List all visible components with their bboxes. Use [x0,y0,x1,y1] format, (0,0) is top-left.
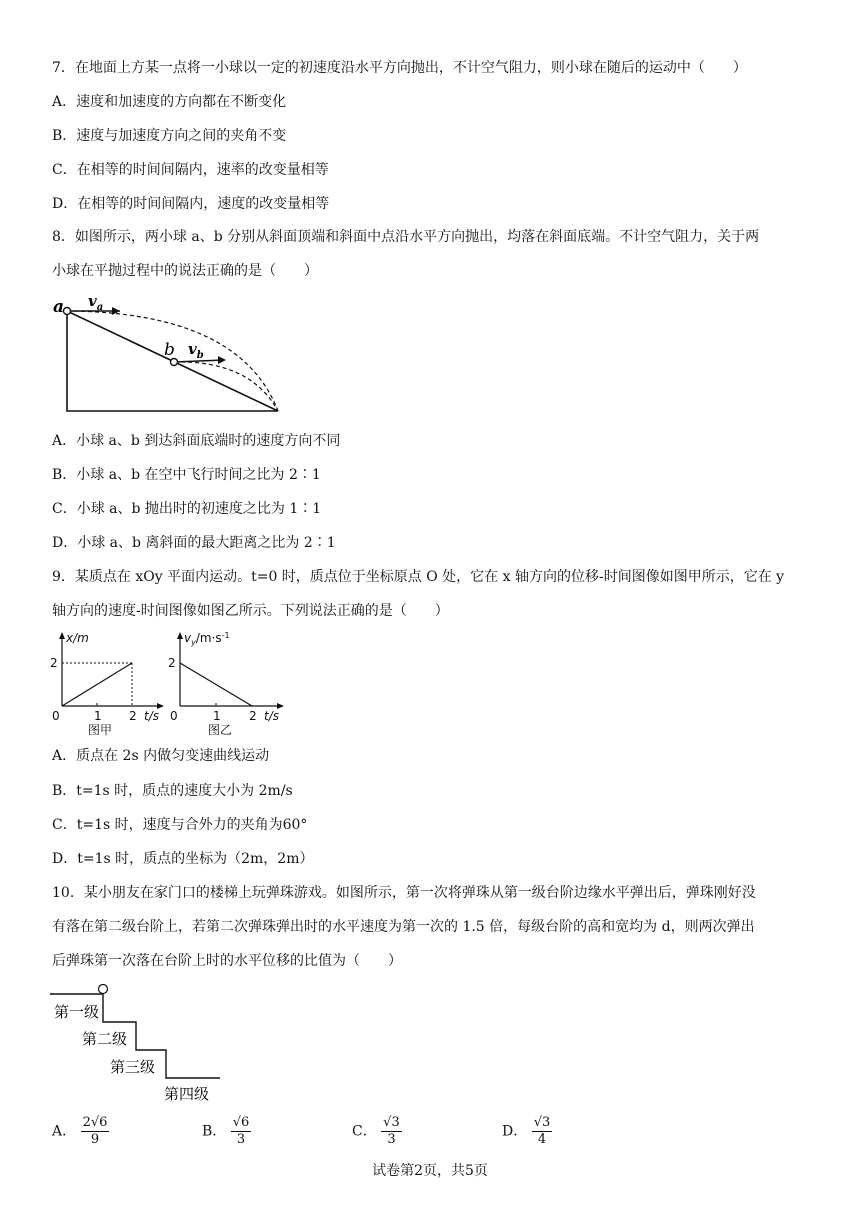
q7-option-d: D．在相等的时间间隔内，速度的改变量相等 [52,196,330,212]
fig-jia-ylabel: x/m [66,631,89,645]
q10-option-c: C． $\frac{√3}{3}$ [352,1115,400,1147]
ball-a-label: a [53,297,65,317]
fig-jia-xlabel: t/s [144,709,159,723]
step-label-2: 第二级 [82,1030,128,1048]
q9-fig-yi [164,628,294,736]
vb-label: $v_b$ [188,340,204,361]
q8-option-d: D．小球 a、b 离斜面的最大距离之比为 2∶1 [52,535,336,551]
q10-stem-line1: 10．某小朋友在家门口的楼梯上玩弹珠游戏。如图所示，第一次将弹珠从第一级台阶边缘水平弹出后，弹珠刚好没 [52,885,756,901]
page-footer: 试卷第2页，共5页 [372,1163,488,1179]
q8-option-a: A．小球 a、b 到达斜面底端时的速度方向不同 [52,433,341,449]
q8-option-c: C．小球 a、b 抛出时的初速度之比为 1∶1 [52,501,322,517]
fig-yi-xlabel: t/s [264,709,279,723]
step-label-4: 第四级 [164,1085,210,1103]
q10-option-a: A． $\frac{2√6}{9}$ [52,1115,108,1147]
fig-yi-tick-y: 2 [168,656,176,670]
va-label: $v_a$ [88,294,104,313]
q8-stem-line1: 8．如图所示，两小球 a、b 分别从斜面顶端和斜面中点沿水平方向抛出，均落在斜面底端。不计空气阻力，关于两 [52,229,760,245]
fig-jia-tick-1: 1 [94,709,102,723]
fig-yi-tick-1: 1 [213,709,221,723]
q9-fig-jia [44,628,168,736]
fig-yi-caption: 图乙 [208,723,233,736]
q7-option-a: A．速度和加速度的方向都在不断变化 [52,94,287,110]
q9-stem-line2: 轴方向的速度-时间图像如图乙所示。下列说法正确的是（ ） [52,603,449,619]
q9-stem-line1: 9．某质点在 xOy 平面内运动。t=0 时，质点位于坐标原点 O 处，它在 x 轴方向的位移-时间图像如图甲所示，它在 y [52,569,785,585]
fig-jia-caption: 图甲 [88,723,113,736]
fig-yi-tick-0: 0 [170,709,178,723]
q7-stem: 7．在地面上方某一点将一小球以一定的初速度沿水平方向抛出，不计空气阻力，则小球在随后的运动中（ ） [52,60,747,76]
fig-jia-tick-0: 0 [52,709,60,723]
q10-stem-line2: 有落在第二级台阶上，若第二次弹珠弹出时的水平速度为第一次的 1.5 倍，每级台阶的高和宽均为 d，则两次弹出 [52,919,755,935]
step-label-1: 第一级 [54,1003,100,1021]
q10-option-b: B． $\frac{√6}{3}$ [202,1115,250,1147]
fig-jia-tick-2: 2 [129,709,137,723]
q10-stairs-figure [50,984,240,1108]
fig-yi-tick-2: 2 [249,709,257,723]
q9-option-d: D．t=1s 时，质点的坐标为（2m，2m） [52,851,314,867]
q7-option-c: C．在相等的时间间隔内，速率的改变量相等 [52,162,329,178]
q8-incline-figure [50,294,290,418]
q9-option-a: A．质点在 2s 内做匀变速曲线运动 [52,748,270,764]
q7-option-b: B．速度与加速度方向之间的夹角不变 [52,128,287,144]
q8-stem-line2: 小球在平抛过程中的说法正确的是（ ） [52,263,318,279]
fig-yi-ylabel: $v_y/m\cdot s^{-1}$ [184,631,230,647]
ball-b-label: b [164,340,175,360]
q10-stem-line3: 后弹珠第一次落在台阶上时的水平位移的比值为（ ） [52,953,402,969]
q8-option-b: B．小球 a、b 在空中飞行时间之比为 2∶1 [52,467,321,483]
q10-option-d: D． $\frac{√3}{4}$ [502,1115,551,1147]
q9-option-c: C．t=1s 时，速度与合外力的夹角为60° [52,817,308,833]
step-label-3: 第三级 [110,1058,156,1076]
q9-option-b: B．t=1s 时，质点的速度大小为 2m/s [52,783,293,799]
fig-jia-tick-y: 2 [50,656,58,670]
